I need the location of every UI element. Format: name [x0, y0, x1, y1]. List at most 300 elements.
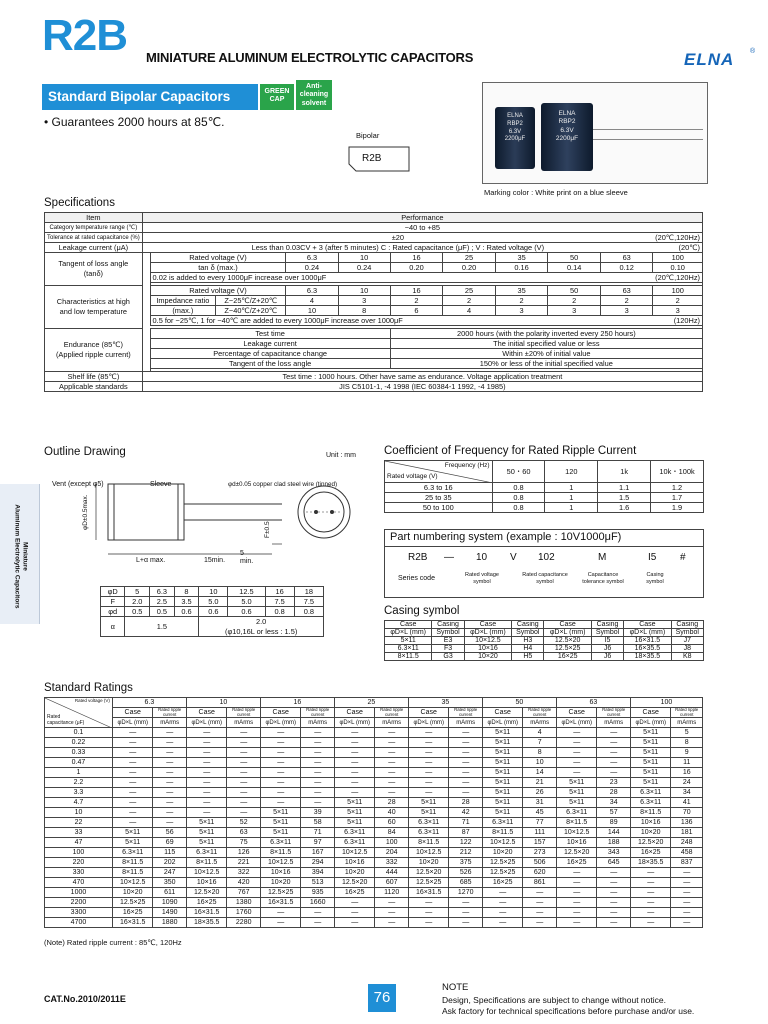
casing-cell: J7 [671, 637, 703, 645]
casing-cell: H5 [512, 653, 544, 661]
ratings-cell: 12.5×20 [334, 878, 375, 888]
casing-header: Case [624, 621, 671, 629]
ratings-cap-value: 0.33 [45, 748, 113, 758]
ratings-cell: — [630, 878, 671, 888]
outline-d-value: 5 [125, 587, 150, 597]
ratings-cell: 5×11 [482, 758, 523, 768]
ratings-cell: — [112, 818, 153, 828]
ratings-cell: — [334, 918, 375, 928]
ratings-cell: — [408, 748, 449, 758]
outline-15min-label: 15min. [204, 557, 226, 564]
ratings-cell: — [186, 768, 227, 778]
spec-tan-label-2: (tanδ) [83, 269, 104, 278]
ratings-cell: — [630, 908, 671, 918]
lead-wire-1 [593, 129, 703, 130]
table-row [45, 768, 703, 778]
ratings-cell: 12.5×25 [482, 868, 523, 878]
ratings-cell: 5×11 [556, 788, 597, 798]
ratings-cell: 322 [227, 868, 260, 878]
note-line-1: Design, Specifications are subject to change without notice. [442, 995, 666, 1005]
freq-cell: 1.5 [598, 493, 651, 503]
anti-cleaning-badge [296, 80, 332, 110]
ratings-cell: 6.3×11 [482, 818, 523, 828]
ratings-cell: — [375, 898, 408, 908]
outline-d-value: 18 [294, 587, 323, 597]
outline-header: α [101, 617, 125, 637]
ratings-voltage-header: 35 [408, 698, 482, 708]
ratings-cell: 28 [375, 798, 408, 808]
spec-z40-value: 3 [495, 306, 548, 316]
ratings-cell: — [227, 738, 260, 748]
ratings-cell: 10×16 [260, 868, 301, 878]
ratings-cell: — [671, 908, 703, 918]
ratings-label-row [45, 708, 703, 718]
casing-cell: E3 [432, 637, 464, 645]
ratings-cell: 5×11 [334, 798, 375, 808]
outline-alpha2-line2: (φ10,16L or less : 1.5) [224, 626, 298, 636]
ratings-cell: — [523, 918, 556, 928]
spec-lowtemp-v: 25 [443, 286, 496, 296]
ratings-cell: 294 [301, 858, 334, 868]
ratings-table [44, 697, 703, 928]
casing-header: Casing [671, 621, 703, 629]
spec-impedance-label-1: Impedance ratio [150, 296, 216, 306]
ratings-cell: 167 [301, 848, 334, 858]
ratings-cell: — [671, 868, 703, 878]
outline-f-value: 5.0 [228, 597, 265, 607]
ratings-cell: 12.5×25 [408, 878, 449, 888]
ratings-cell: — [408, 908, 449, 918]
spec-tan-label [45, 253, 143, 286]
ratings-cell: 6.3×11 [112, 848, 153, 858]
ratings-ripple-line2: current [607, 711, 621, 717]
ratings-cap-label [47, 715, 84, 726]
casing-cell: J6 [591, 653, 623, 661]
ratings-cell: 21 [523, 778, 556, 788]
casing-subheader: φD×L (mm) [624, 629, 671, 637]
spec-z25-value: 2 [390, 296, 443, 306]
ratings-cap-value: 1 [45, 768, 113, 778]
ratings-ripple-unit: mArms [375, 718, 408, 728]
partnum-code-v: V [510, 552, 517, 563]
ratings-cell: 71 [301, 828, 334, 838]
spec-tan-rv-label: Rated voltage (V) [150, 253, 286, 263]
ratings-cap-value: 0.1 [45, 728, 113, 738]
ratings-cell: 16×25 [556, 858, 597, 868]
outline-header: φD [101, 587, 125, 597]
ratings-cell: 6.3×11 [186, 848, 227, 858]
ratings-ripple-unit: mArms [301, 718, 334, 728]
ratings-voltage-header: 10 [186, 698, 260, 708]
ratings-ripple-header [597, 708, 630, 718]
ratings-corner [45, 698, 113, 728]
spec-item-header: Item [45, 213, 143, 223]
ratings-cell: 84 [375, 828, 408, 838]
photo-caption: Marking color : White print on a blue sleeve [484, 188, 628, 197]
casing-cell: 16×31.5 [624, 637, 671, 645]
casing-cell: H4 [512, 645, 544, 653]
ratings-cell: — [301, 908, 334, 918]
marking-series: RBP2 [507, 120, 523, 127]
ratings-cell: 8×11.5 [630, 808, 671, 818]
ratings-cell: 5×11 [260, 828, 301, 838]
ratings-cell: 1760 [227, 908, 260, 918]
ratings-cell: 5×11 [408, 808, 449, 818]
ratings-cell: — [186, 738, 227, 748]
ratings-cell: 8×11.5 [260, 848, 301, 858]
ratings-cell: — [449, 908, 482, 918]
outline-wire-value: 0.8 [265, 607, 294, 617]
spec-endurance-label-1: Endurance (85℃) [63, 339, 123, 349]
ratings-cell: 75 [227, 838, 260, 848]
ratings-cell: — [375, 738, 408, 748]
ratings-cell: 16 [671, 768, 703, 778]
ratings-cell: 52 [227, 818, 260, 828]
ratings-cell: 935 [301, 888, 334, 898]
casing-cell: 5×11 [385, 637, 432, 645]
spec-z25-value: 2 [495, 296, 548, 306]
ratings-cap-value: 470 [45, 878, 113, 888]
casing-cell: I5 [591, 637, 623, 645]
partnum-code-dash: — [444, 552, 454, 563]
ratings-cell: 10×12.5 [112, 878, 153, 888]
spec-lowtemp-rv-label: Rated voltage (V) [150, 286, 286, 296]
outline-vent-label: Vent (except φ5) [52, 481, 104, 488]
partnum-code-series: R2B [408, 552, 428, 563]
ratings-cell: 100 [375, 838, 408, 848]
spec-lowtemp-v: 100 [653, 286, 703, 296]
casing-subheader: φD×L (mm) [464, 629, 511, 637]
ratings-cell: 10×20 [112, 888, 153, 898]
spec-z25-value: 2 [653, 296, 703, 306]
ratings-cell: — [630, 888, 671, 898]
ratings-cell: 5×11 [482, 798, 523, 808]
ratings-cell: — [334, 788, 375, 798]
freq-cell: 0.8 [492, 483, 545, 493]
ratings-cell: 5×11 [630, 768, 671, 778]
ratings-cell: 34 [597, 798, 630, 808]
ratings-case-header: Case [334, 708, 375, 718]
ratings-cell: — [227, 778, 260, 788]
ratings-cell: — [227, 808, 260, 818]
spec-endurance-key: Leakage current [150, 339, 390, 349]
casing-cell: G3 [432, 653, 464, 661]
ratings-cell: — [597, 868, 630, 878]
ratings-cell: — [597, 888, 630, 898]
ratings-cell: 16×31.5 [260, 898, 301, 908]
freq-cell: 1 [545, 493, 598, 503]
ratings-cell: 71 [449, 818, 482, 828]
ratings-cell: 10 [523, 758, 556, 768]
series-box-label: R2B [362, 153, 382, 164]
ratings-cell: — [260, 768, 301, 778]
freq-cell: 1.1 [598, 483, 651, 493]
ratings-cell: 6.3×11 [334, 838, 375, 848]
table-row [45, 868, 703, 878]
ratings-ripple-header [523, 708, 556, 718]
ratings-cell: 10×12.5 [260, 858, 301, 868]
spec-endurance-value: The initial specified value or less [390, 339, 702, 349]
outline-d-value: 10 [199, 587, 228, 597]
ratings-cell: 7 [523, 738, 556, 748]
outline-f-value: 2.0 [125, 597, 150, 607]
ratings-ripple-line2: current [385, 711, 399, 717]
outline-5min-line2: min. [240, 557, 254, 565]
ratings-cell: 8×11.5 [482, 828, 523, 838]
table-row [45, 798, 703, 808]
spec-endurance-key: Test time [150, 329, 390, 339]
ratings-cell: 247 [153, 868, 186, 878]
ratings-cap-value: 4700 [45, 918, 113, 928]
outline-wire-value: 0.6 [174, 607, 199, 617]
freq-cell: 1.2 [651, 483, 704, 493]
ratings-cap-value: 2200 [45, 898, 113, 908]
ratings-cell: 5×11 [112, 828, 153, 838]
ratings-cell: — [301, 798, 334, 808]
spec-endurance-key: Percentage of capacitance change [150, 349, 390, 359]
ratings-ripple-line1: Rated ripple [306, 707, 330, 713]
outline-d-value: 12.5 [228, 587, 265, 597]
ratings-cell: — [556, 738, 597, 748]
ratings-cell: 115 [153, 848, 186, 858]
table-row [45, 878, 703, 888]
ratings-cell: — [449, 738, 482, 748]
ratings-cell: — [334, 758, 375, 768]
partnum-label-voltage: Rated voltage symbol [465, 572, 499, 585]
ratings-cell: — [186, 758, 227, 768]
ratings-cell: — [301, 768, 334, 778]
ratings-cell: — [260, 908, 301, 918]
ratings-ripple-header [449, 708, 482, 718]
ratings-cell: — [671, 918, 703, 928]
table-row [45, 838, 703, 848]
casing-cell: K8 [671, 653, 703, 661]
ratings-cell: — [227, 728, 260, 738]
ratings-cell: 10×16 [186, 878, 227, 888]
ratings-case-header: Case [556, 708, 597, 718]
outline-f-value: 3.5 [174, 597, 199, 607]
outline-alpha2-line1: 2.0 [256, 617, 267, 626]
ratings-cell: 5×11 [482, 808, 523, 818]
ratings-cell: 28 [449, 798, 482, 808]
ratings-cell: 188 [597, 838, 630, 848]
ratings-cell: 5×11 [186, 838, 227, 848]
ratings-cell: 6.3×11 [408, 818, 449, 828]
ratings-cell: — [408, 738, 449, 748]
ratings-cell: 8 [671, 738, 703, 748]
freq-header: 1k [598, 461, 651, 483]
ratings-cell: 5×11 [112, 838, 153, 848]
casing-cell: 8×11.5 [385, 653, 432, 661]
ratings-cell: 5×11 [482, 728, 523, 738]
ratings-cell: — [112, 788, 153, 798]
ratings-cell: 5×11 [482, 778, 523, 788]
ratings-cell: 1120 [375, 888, 408, 898]
ratings-cell: 42 [449, 808, 482, 818]
ratings-cell: 221 [227, 858, 260, 868]
spec-tolerance-label: Tolerance at rated capacitance (%) [45, 233, 143, 243]
casing-table [384, 620, 704, 661]
table-row [45, 918, 703, 928]
ratings-case-unit: φD×L (mm) [482, 718, 523, 728]
table-row [45, 888, 703, 898]
casing-subheader: Symbol [591, 629, 623, 637]
table-row [45, 908, 703, 918]
ratings-cell: 4 [523, 728, 556, 738]
spec-lowtemp-label [45, 286, 143, 329]
ratings-cell: 12.5×20 [630, 838, 671, 848]
ratings-ripple-header [153, 708, 186, 718]
ratings-cell: — [671, 888, 703, 898]
ratings-cell: 5×11 [630, 728, 671, 738]
spec-tan-max-label: tan δ (max.) [150, 263, 286, 273]
ratings-cell: 89 [597, 818, 630, 828]
ratings-cell: — [671, 878, 703, 888]
freq-title: Coefficient of Frequency for Rated Ripple Current [384, 445, 637, 457]
spec-endurance-label-2: (Applied ripple current) [55, 350, 131, 359]
ratings-ripple-line2: current [237, 711, 251, 717]
ratings-cell: — [301, 758, 334, 768]
brand-logo: ELNA [684, 50, 735, 69]
ratings-cell: — [556, 748, 597, 758]
ratings-ripple-line2: current [163, 711, 177, 717]
spec-lowtemp-v: 10 [338, 286, 390, 296]
ratings-cell: 23 [597, 778, 630, 788]
ratings-cap-value: 1000 [45, 888, 113, 898]
ratings-cell: — [482, 908, 523, 918]
badge-green-line2: CAP [269, 96, 285, 104]
ratings-cell: 12.5×20 [186, 888, 227, 898]
ratings-cell: 10×20 [630, 828, 671, 838]
ratings-cell: 5 [671, 728, 703, 738]
ratings-cell: 12.5×25 [482, 858, 523, 868]
spec-shelf-value: Test time : 1000 hours. Other have same as endurance. Voltage application treatment [142, 372, 702, 382]
ratings-cell: 16×31.5 [408, 888, 449, 898]
freq-header: 10k・100k [651, 461, 704, 483]
outline-5min-line1: 5 [240, 550, 244, 557]
partnum-label-casing: Casing symbol [646, 572, 664, 585]
casing-cell: 18×35.5 [624, 653, 671, 661]
ratings-cell: — [482, 898, 523, 908]
outline-length-label: L+α max. [136, 557, 166, 564]
ratings-cell: 31 [523, 798, 556, 808]
ratings-cell: 24 [671, 778, 703, 788]
ratings-cell: 56 [153, 828, 186, 838]
ratings-cell: 45 [523, 808, 556, 818]
ratings-cell: 14 [523, 768, 556, 778]
ratings-cell: — [260, 778, 301, 788]
ratings-cell: 10×20 [260, 878, 301, 888]
outline-drawing [44, 474, 362, 586]
ratings-cell: 607 [375, 878, 408, 888]
ratings-cell: 5×11 [260, 818, 301, 828]
spec-endurance-value: Within ±20% of initial value [390, 349, 702, 359]
outline-wire-value: 0.8 [294, 607, 323, 617]
freq-cell: 1 [545, 483, 598, 493]
ratings-cell: — [408, 788, 449, 798]
partnum-code-hash: # [680, 552, 686, 563]
ratings-cell: — [408, 768, 449, 778]
spec-z40-value: 10 [286, 306, 338, 316]
spec-z25-value: 4 [286, 296, 338, 306]
ratings-cell: — [334, 728, 375, 738]
ratings-cell: 5×11 [482, 788, 523, 798]
ratings-cell: — [597, 908, 630, 918]
banner-label: Standard Bipolar Capacitors [48, 89, 231, 104]
outline-title: Outline Drawing [44, 446, 126, 458]
ratings-cell: 5×11 [334, 818, 375, 828]
ratings-case-header: Case [482, 708, 523, 718]
capacitor-right [541, 103, 593, 171]
casing-header: Case [464, 621, 511, 629]
ratings-cell: 26 [523, 788, 556, 798]
ratings-case-unit: φD×L (mm) [186, 718, 227, 728]
spec-z25-value: 2 [443, 296, 496, 306]
ratings-cap-value: 3.3 [45, 788, 113, 798]
spec-endurance-value: 2000 hours (with the polarity inverted every 250 hours) [390, 329, 702, 339]
spec-leakage-cond: (20℃) [653, 243, 703, 253]
casing-cell: J8 [671, 645, 703, 653]
ratings-cell: 41 [671, 798, 703, 808]
ratings-cell: 10×12.5 [482, 838, 523, 848]
ratings-rv-label: Rated voltage (V) [74, 698, 110, 703]
ratings-cell: — [556, 918, 597, 928]
freq-cell: 0.8 [492, 493, 545, 503]
ratings-cell: — [449, 758, 482, 768]
outline-table [100, 586, 324, 637]
casing-cell: 16×35.5 [624, 645, 671, 653]
ratings-cell: 16×25 [186, 898, 227, 908]
ratings-cell: — [301, 738, 334, 748]
ratings-cell: 1270 [449, 888, 482, 898]
ratings-cell: — [556, 898, 597, 908]
partnum-label-tol: Capacitance tolerance symbol [582, 572, 624, 585]
ratings-cell: 10×16 [334, 858, 375, 868]
ratings-ripple-line1: Rated ripple [454, 707, 478, 713]
ratings-cell: — [375, 788, 408, 798]
ratings-note: (Note) Rated ripple current : 85℃, 120Hz [44, 938, 182, 947]
outline-wire-label: φd±0.05 copper clad steel wire (tinned) [228, 481, 338, 488]
ratings-ripple-line2: current [680, 711, 694, 717]
ratings-cell: 144 [597, 828, 630, 838]
marking-elna: ELNA [507, 113, 523, 119]
bipolar-label: Bipolar [356, 131, 380, 140]
ratings-voltage-header: 6.3 [112, 698, 186, 708]
ratings-cell: 620 [523, 868, 556, 878]
freq-row-label: 50 to 100 [385, 503, 493, 513]
ratings-cell: — [301, 728, 334, 738]
ratings-cell: — [375, 728, 408, 738]
ratings-cell: — [630, 918, 671, 928]
spec-tan-cond: (20℃,120Hz) [653, 273, 703, 283]
ratings-cell: — [112, 748, 153, 758]
ratings-cell: 87 [449, 828, 482, 838]
ratings-cap-value: 22 [45, 818, 113, 828]
spec-tolerance-cond: (20℃,120Hz) [653, 233, 703, 243]
table-row [45, 808, 703, 818]
product-photo [482, 82, 708, 184]
spec-tan-value: 0.20 [443, 263, 496, 273]
ratings-cell: 273 [523, 848, 556, 858]
ratings-cell: 6.3×11 [408, 828, 449, 838]
ratings-cell: — [523, 888, 556, 898]
ratings-ripple-line1: Rated ripple [158, 707, 182, 713]
ratings-cell: — [301, 918, 334, 928]
ratings-cell: — [556, 878, 597, 888]
ratings-cell: — [112, 768, 153, 778]
casing-subheader: φD×L (mm) [544, 629, 591, 637]
ratings-cap-value: 220 [45, 858, 113, 868]
